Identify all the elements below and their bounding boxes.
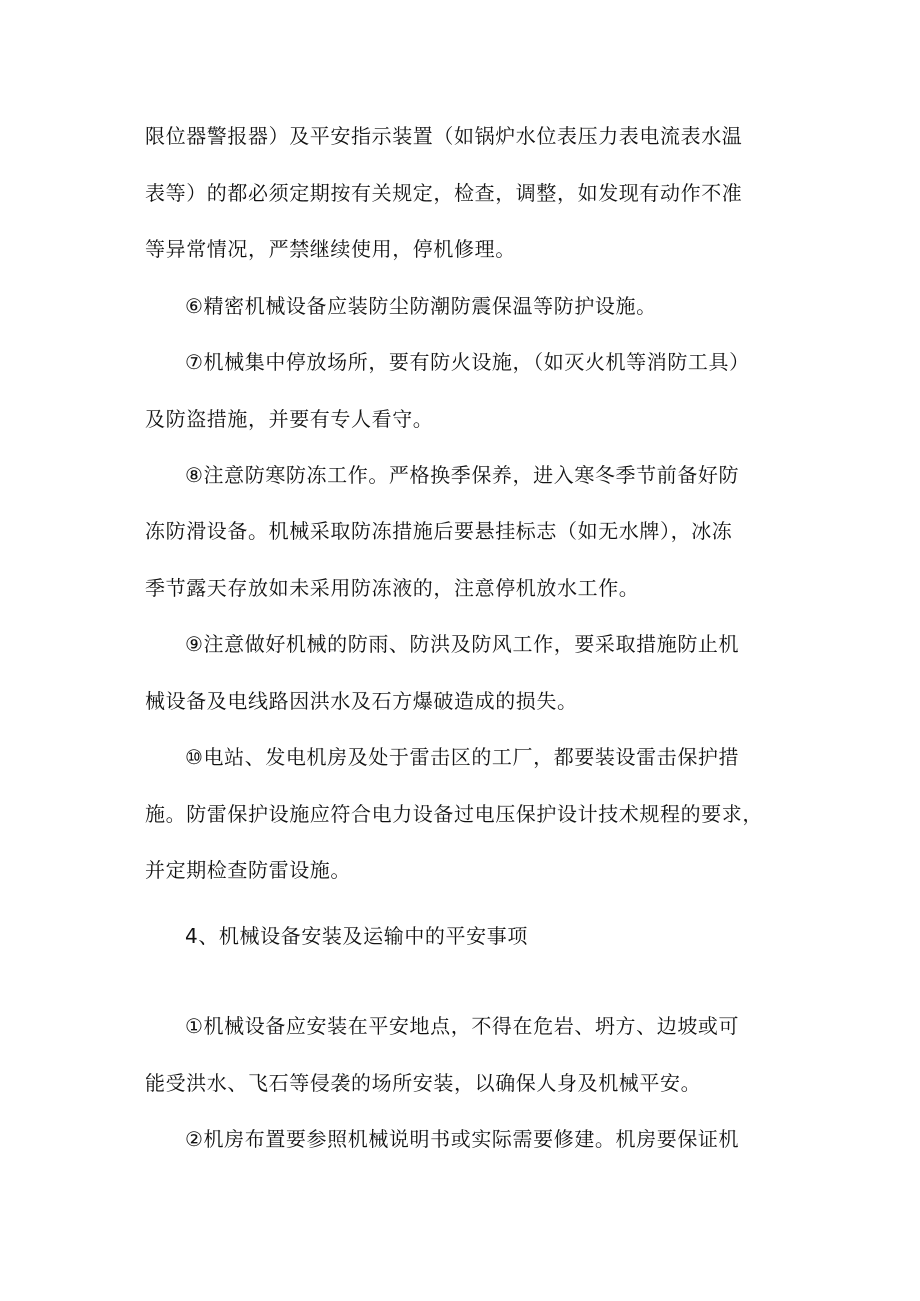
paragraph-1-line: ①机械设备应安装在平安地点，不得在危岩、坍方、边坡或可 bbox=[185, 1014, 740, 1038]
paragraph-2-line: ②机房布置要参照机械说明书或实际需要修建。机房要保证机 bbox=[185, 1127, 740, 1151]
paragraph-6-line: ⑥精密机械设备应装防尘防潮防震保温等防护设施。 bbox=[185, 294, 657, 318]
section-heading: 4、机械设备安装及运输中的平安事项 bbox=[185, 924, 528, 948]
paragraph-10-line: ⑩电站、发电机房及处于雷击区的工厂，都要装设雷击保护措 bbox=[185, 745, 740, 769]
text-line: 表等）的都必须定期按有关规定，检查，调整，如发现有动作不准 bbox=[145, 181, 743, 205]
text-line: 等异常情况，严禁继续使用，停机修理。 bbox=[145, 237, 516, 261]
paragraph-8-line: ⑧注意防寒防冻工作。严格换季保养，进入寒冬季节前备好防 bbox=[185, 463, 740, 487]
text-line: 冻防滑设备。机械采取防冻措施后要悬挂标志（如无水牌），冰冻 bbox=[145, 519, 733, 543]
text-line: 季节露天存放如未采用防冻液的，注意停机放水工作。 bbox=[145, 576, 640, 600]
paragraph-9-line: ⑨注意做好机械的防雨、防洪及防风工作，要采取措施防止机 bbox=[185, 632, 740, 656]
paragraph-7-line: ⑦机械集中停放场所，要有防火设施，（如灭火机等消防工具） bbox=[185, 350, 750, 374]
text-line: 械设备及电线路因洪水及石方爆破造成的损失。 bbox=[145, 689, 578, 713]
text-line: 能受洪水、飞石等侵袭的场所安装，以确保人身及机械平安。 bbox=[145, 1071, 702, 1095]
text-line: 及防盗措施，并要有专人看守。 bbox=[145, 407, 434, 431]
text-line: 并定期检查防雷设施。 bbox=[145, 858, 351, 882]
text-line: 限位器警报器）及平安指示装置（如锅炉水位表压力表电流表水温 bbox=[145, 124, 743, 148]
text-line: 施。防雷保护设施应符合电力设备过电压保护设计技术规程的要求， bbox=[145, 802, 763, 826]
